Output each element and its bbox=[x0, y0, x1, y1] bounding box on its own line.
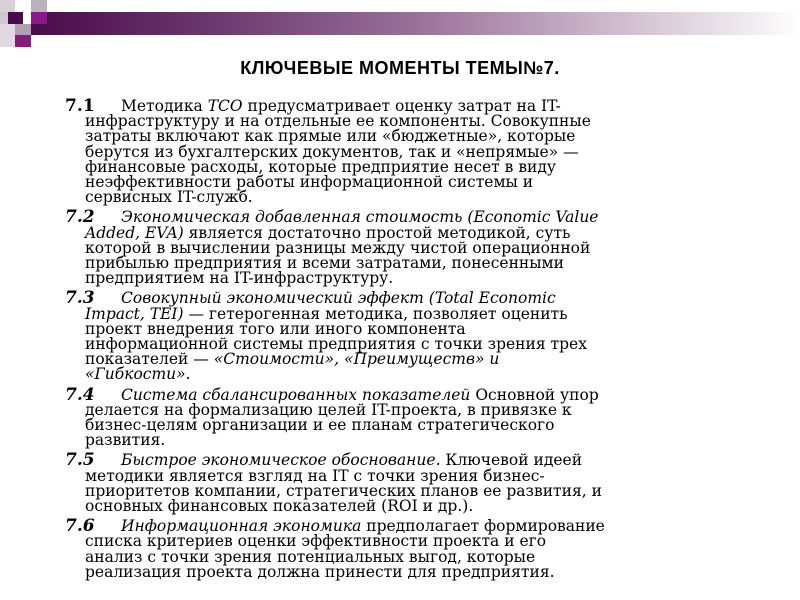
decor-square bbox=[15, 35, 31, 47]
item-text: . Ключевой идеей методики является взгляд на IT с точки зрения бизнес- приоритетов компании, стратегических планов ее развития, и основных финансовых показателей (ROI и др.). bbox=[85, 451, 602, 516]
item-number: 7.5 bbox=[65, 450, 95, 471]
item-text: . bbox=[185, 365, 191, 384]
decor-square bbox=[23, 12, 31, 24]
item-term: Информационная экономика bbox=[121, 517, 362, 536]
key-point-item bbox=[65, 450, 795, 516]
decor-square bbox=[31, 0, 47, 12]
item-text: предполагает формирование списка критериев оценки эффективности проекта и его анализ с точки зрения потенциальных выгод, которые реализация проекта должна принести для предприятия. bbox=[85, 517, 605, 581]
key-point-item bbox=[65, 288, 795, 384]
item-text: предусматривает оценку затрат на IT- инфраструктуру и на отдельные ее компоненты. Совокупные затраты включают как прямые или «бюджетные», которые берутся из бухгалтерских документов, так и «непрямые» — финансовые расходы, которые предприятие несет в виду неэффективности работы информационной системы и сервисных IT-служб. bbox=[85, 97, 591, 207]
decor-square bbox=[0, 24, 15, 47]
key-point-item bbox=[65, 96, 795, 207]
decor-square bbox=[31, 12, 47, 24]
decor-square bbox=[0, 0, 15, 12]
item-term: «Стоимости», «Преимуществ» и «Гибкости» bbox=[85, 350, 500, 384]
item-number: 7.4 bbox=[65, 384, 95, 405]
item-text: Методика bbox=[121, 97, 208, 115]
item-term: Экономическая добавленная стоимость (Economic Value Added, EVA) bbox=[85, 208, 599, 242]
item-term: Быстрое экономическое обоснование bbox=[121, 451, 436, 470]
decor-square bbox=[8, 12, 23, 24]
item-number: 7.3 bbox=[65, 288, 95, 309]
key-points-list bbox=[65, 96, 795, 585]
item-number: 7.6 bbox=[65, 516, 95, 537]
item-text: — гетерогенная методика, позволяет оценить проект внедрения того или иного компонента информационной системы предприятия с точки зрения трех показателей — bbox=[85, 304, 587, 369]
slide-title: КЛЮЧЕВЫЕ МОМЕНТЫ ТЕМЫ№7. bbox=[240, 58, 560, 78]
decor-square bbox=[15, 24, 31, 35]
key-point-item bbox=[65, 207, 795, 288]
item-number: 7.1 bbox=[65, 96, 95, 116]
item-term: TCO bbox=[207, 97, 243, 115]
header-gradient-bar bbox=[30, 12, 800, 35]
item-term: Система сбалансированных показателей bbox=[121, 385, 471, 404]
item-number: 7.2 bbox=[65, 207, 95, 228]
decor-square bbox=[15, 0, 31, 12]
item-text: Основной упор делается на формализацию целей IT-проекта, в привязке к бизнес-целям организации и ее планам стратегического развития. bbox=[85, 385, 599, 450]
item-text: является достаточно простой методикой, суть которой в вычислении разницы между чистой операционной прибылью предприятия и всеми затратами, понесенными предприятием на IT-инфраструктуру. bbox=[85, 223, 591, 288]
key-point-item bbox=[65, 384, 795, 450]
key-point-item bbox=[65, 516, 795, 581]
item-term: Совокупный экономический эффект (Total Economic Impact, TEI) bbox=[85, 289, 556, 323]
